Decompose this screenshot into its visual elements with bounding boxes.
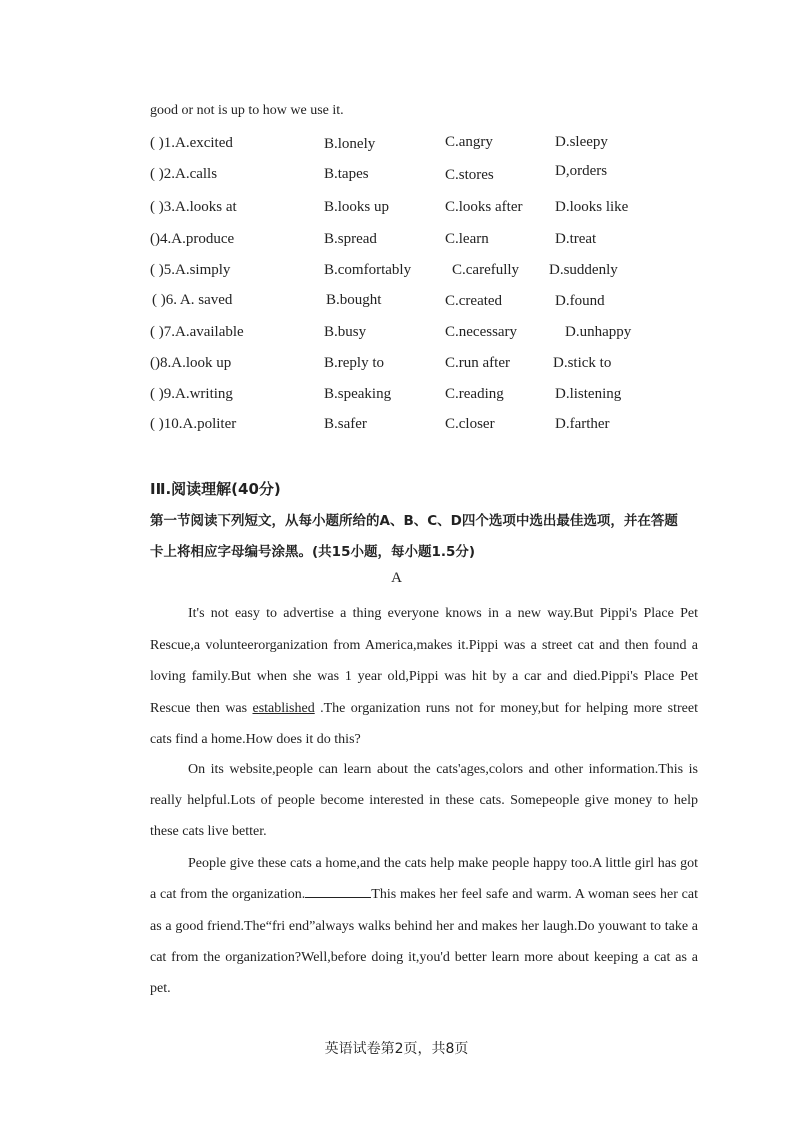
option-b: B.spread [324, 231, 377, 247]
passage-paragraph-3 [150, 848, 698, 1004]
option-b: B.busy [324, 324, 367, 340]
option-c: C.reading [445, 386, 504, 402]
paragraph-text: It's not easy to advertise a thing everyone knows in a new way.But Pippi's Place Pet Rescue,a volunteerorganization from America,makes it.Pippi was a street cat and then found a loving family.But when she was 1 year old,Pippi was hit by a car and died.Pippi's Place Pet Rescue then was [150, 606, 698, 716]
option-d: D.stick to [553, 355, 612, 371]
option-a: ( )10.A.politer [150, 416, 237, 432]
option-d: D.sleepy [555, 134, 608, 150]
option-d: D,orders [555, 163, 608, 179]
option-a: ( )1.A.excited [150, 135, 233, 151]
paragraph-text: .The organization runs not for money,but for helping more street cats find a home.How does it do this? [150, 700, 698, 747]
option-c: C.run after [445, 355, 510, 371]
option-b: B.safer [324, 416, 367, 432]
underlined-word: established [252, 700, 315, 716]
instruction-line-2: 卡上将相应字母编号涂黑。(共15小题，每小题1.5分) [150, 544, 476, 560]
option-a: ( )5.A.simply [150, 262, 231, 278]
option-d: D.found [555, 293, 605, 309]
option-d: D.listening [555, 386, 622, 402]
option-d: D.suddenly [549, 262, 618, 278]
option-b: B.lonely [324, 136, 376, 152]
option-d: D.treat [555, 231, 597, 247]
option-c: C.necessary [445, 324, 518, 340]
option-b: B.comfortably [324, 262, 412, 278]
option-a: ()8.A.look up [150, 355, 232, 371]
option-c: C.carefully [452, 262, 520, 278]
option-a: ( )3.A.looks at [150, 199, 237, 215]
option-a: ( )9.A.writing [150, 386, 233, 402]
option-b: B.speaking [324, 386, 392, 402]
instruction-line-1: 第一节阅读下列短文，从每小题所给的A、B、C、D四个选项中选出最佳选项，并在答题 [150, 513, 678, 529]
passage-paragraph-2 [150, 754, 698, 847]
option-c: C.created [445, 293, 503, 309]
paragraph-text: This makes her feel safe and warm. A woman sees her cat as a good friend.The“fri end”always walks behind her and makes her laugh.Do youwant to take a cat from the organization?Well,before doing it,you'd better learn more about keeping a cat as a pet. [150, 887, 698, 997]
option-d: D.looks like [555, 199, 629, 215]
top-line: good or not is up to how we use it. [150, 103, 344, 118]
paragraph-text: On its website,people can learn about the cats'ages,colors and other information.This is really helpful.Lots of people become interested in these cats. Somepeople give money to help these cats live better. [150, 762, 698, 839]
option-b: B.looks up [324, 199, 390, 215]
option-c: C.learn [445, 231, 489, 247]
passage-paragraph-1 [150, 598, 698, 756]
option-b: B.tapes [324, 166, 369, 182]
answer-blank [305, 885, 371, 898]
option-c: C.angry [445, 134, 493, 150]
passage-label: A [391, 570, 402, 586]
option-c: C.looks after [445, 199, 523, 215]
section-title: IⅡ.阅读理解(40分) [150, 480, 281, 498]
option-b: B.reply to [324, 355, 384, 371]
option-d: D.farther [555, 416, 610, 432]
option-c: C.stores [445, 167, 494, 183]
page-footer: 英语试卷第2页，共8页 [324, 1041, 469, 1057]
option-a: ( )2.A.calls [150, 166, 218, 182]
paragraph-text: People give these cats a home,and the cats help make people happy too.A little girl has got a cat from the organization. [150, 856, 698, 903]
option-a: ( )6. A. saved [152, 292, 233, 308]
option-d: D.unhappy [565, 324, 632, 340]
option-a: ()4.A.produce [150, 231, 235, 247]
option-b: B.bought [326, 292, 382, 308]
option-c: C.closer [445, 416, 495, 432]
option-a: ( )7.A.available [150, 324, 244, 340]
